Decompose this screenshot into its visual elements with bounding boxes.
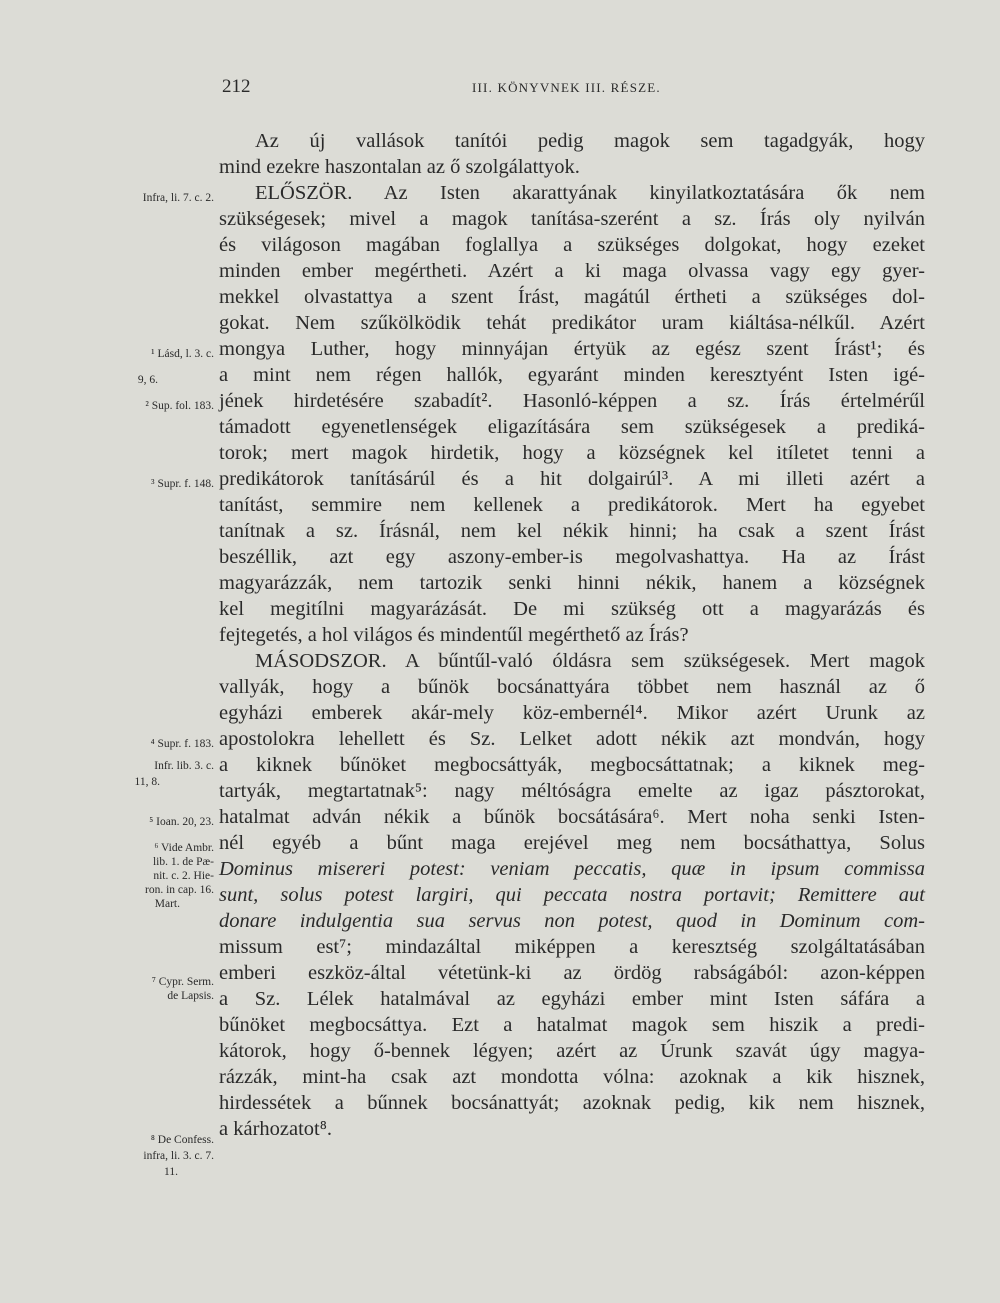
text-line: hirdessétek a bűnnek bocsánattyát; azoknak pedig, kik nem hisznek,: [219, 1092, 925, 1114]
margin-note: Infra, li. 7. c. 2.: [142, 192, 214, 204]
margin-note: 9, 6.: [137, 374, 158, 386]
text-line: fejtegetés, a hol világos és mindentűl megérthető az Írás?: [219, 624, 689, 646]
text-line: ELŐSZÖR. Az Isten akarattyának kinyilatkoztatására ők nem: [255, 182, 925, 204]
margin-note: ⁸ De Confess.: [150, 1134, 214, 1146]
text-line: a kárhozatot⁸.: [219, 1118, 333, 1140]
text-line: missum est⁷; mindazáltal miképpen a keresztség szolgáltatásában: [219, 936, 925, 958]
text-line: magyarázzák, nem tartozik senki hinni nékik, hanem a községnek: [219, 572, 925, 594]
margin-note: lib. 1. de Pæ-: [152, 856, 214, 868]
margin-note: ³ Supr. f. 148.: [151, 478, 214, 490]
text-line: emberi eszköz-által vétetünk-ki az ördög rabságából: azon-képpen: [219, 962, 925, 984]
margin-note: de Lapsis.: [167, 990, 214, 1002]
text-line: egyházi emberek akár-mely köz-embernél⁴. Mikor azért Urunk az: [219, 702, 925, 724]
text-line: apostolokra lehellett és Sz. Lelket adott nékik azt mondván, hogy: [219, 728, 925, 750]
text-line: támadott egyenetlenségek eligazítására sem szükségesek a prediká-: [219, 416, 925, 438]
text-line: predikátorok tanításárúl és a hit dolgairúl³. A mi illeti azért a: [219, 468, 925, 490]
margin-note: ² Sup. fol. 183.: [145, 400, 214, 412]
text-line: bűnöket megbocsáttya. Ezt a hatalmat magok sem hiszik a predi-: [219, 1014, 925, 1036]
text-line: szükségesek; mivel a magok tanítása-szerént a sz. Írás oly nyilván: [219, 208, 925, 230]
text-line: a kiknek bűnöket megbocsáttyák, megbocsáttatnak; a kiknek meg-: [219, 754, 925, 776]
margin-note: Mart.: [154, 898, 180, 910]
margin-note: ⁶ Vide Ambr.: [154, 842, 214, 854]
text-line: torok; mert magok hirdetik, hogy a községnek kel itíletet tenni a: [219, 442, 925, 464]
text-line: tanítást, semmire nem kellenek a predikátorok. Mert ha egyebet: [219, 494, 925, 516]
text-line: Dominus misereri potest: veniam peccatis, quæ in ipsum commissa: [219, 858, 925, 880]
margin-note: ron. in cap. 16.: [145, 884, 214, 896]
text-line: a mint nem régen hallók, egyaránt minden keresztyént Isten igé-: [219, 364, 925, 386]
text-line: minden ember megértheti. Azért a ki maga olvassa vagy egy gyer-: [219, 260, 925, 282]
text-line: kel megitílni magyarázását. De mi szükség ott a magyarázás és: [219, 598, 925, 620]
margin-note: nit. c. 2. Hie-: [153, 870, 214, 882]
text-line: sunt, solus potest largiri, qui peccata nostra portavit; Remittere aut: [219, 884, 925, 906]
margin-note: Infr. lib. 3. c.: [154, 760, 214, 772]
text-line: kátorok, hogy ő-bennek légyen; azért az Úrunk szavát úgy magya-: [219, 1040, 925, 1062]
margin-note: infra, li. 3. c. 7.: [143, 1150, 214, 1162]
text-line: beszéllik, azt egy aszony-ember-is megolvashattya. Ha az Írást: [219, 546, 925, 568]
text-line: Az új vallások tanítói pedig magok sem tagadgyák, hogy: [255, 130, 925, 152]
margin-note: ¹ Lásd, l. 3. c.: [151, 348, 214, 360]
page-number: 212: [222, 76, 251, 97]
margin-note: ⁷ Cypr. Serm.: [151, 976, 214, 988]
text-line: hatalmat adván nékik a bűnök bocsátására⁶. Mert noha senki Isten-: [219, 806, 925, 828]
margin-note: 11.: [164, 1166, 178, 1178]
text-line: nél egyéb a bűnt maga erejével meg nem bocsáthattya, Solus: [219, 832, 925, 854]
text-line: tanítnak a sz. Írásnál, nem kel nékik hinni; ha csak a szent Írást: [219, 520, 925, 542]
text-line: a Sz. Lélek hatalmával az egyházi ember mint Isten sáfára a: [219, 988, 925, 1010]
margin-note: ⁵ Ioan. 20, 23.: [149, 816, 214, 828]
margin-notes: [0, 0, 220, 1303]
margin-note: ⁴ Supr. f. 183.: [150, 738, 214, 750]
text-line: donare indulgentia sua servus non potest, quod in Dominum com-: [219, 910, 925, 932]
text-line: mekkel olvastattya a szent Írást, magátúl értheti a szükséges dol-: [219, 286, 925, 308]
text-line: gokat. Nem szűkölködik tehát predikátor uram kiáltása-nélkűl. Azért: [219, 312, 925, 334]
text-line: mongya Luther, hogy minnyájan értyük az egész szent Írást¹; és: [219, 338, 925, 360]
margin-note: 11, 8.: [134, 776, 160, 788]
text-line: MÁSODSZOR. A bűntűl-való óldásra sem szükségesek. Mert magok: [255, 650, 925, 672]
text-line: jének hirdetésére szabadít². Hasonló-képpen a sz. Írás értelmérűl: [219, 390, 925, 412]
text-line: és világoson magában foglallya a szükséges dolgokat, hogy ezeket: [219, 234, 925, 256]
text-line: tartyák, megtartatnak⁵: nagy méltóságra emelte az igaz pásztorokat,: [219, 780, 925, 802]
text-line: rázzák, mint-ha csak azt mondotta vólna: azoknak a kik hisznek,: [219, 1066, 925, 1088]
running-title: III. KÖNYVNEK III. RÉSZE.: [472, 80, 661, 95]
text-line: mind ezekre haszontalan az ő szolgálattyok.: [219, 156, 580, 178]
text-line: vallyák, hogy a bűnök bocsánattyára többet nem használ az ő: [219, 676, 925, 698]
